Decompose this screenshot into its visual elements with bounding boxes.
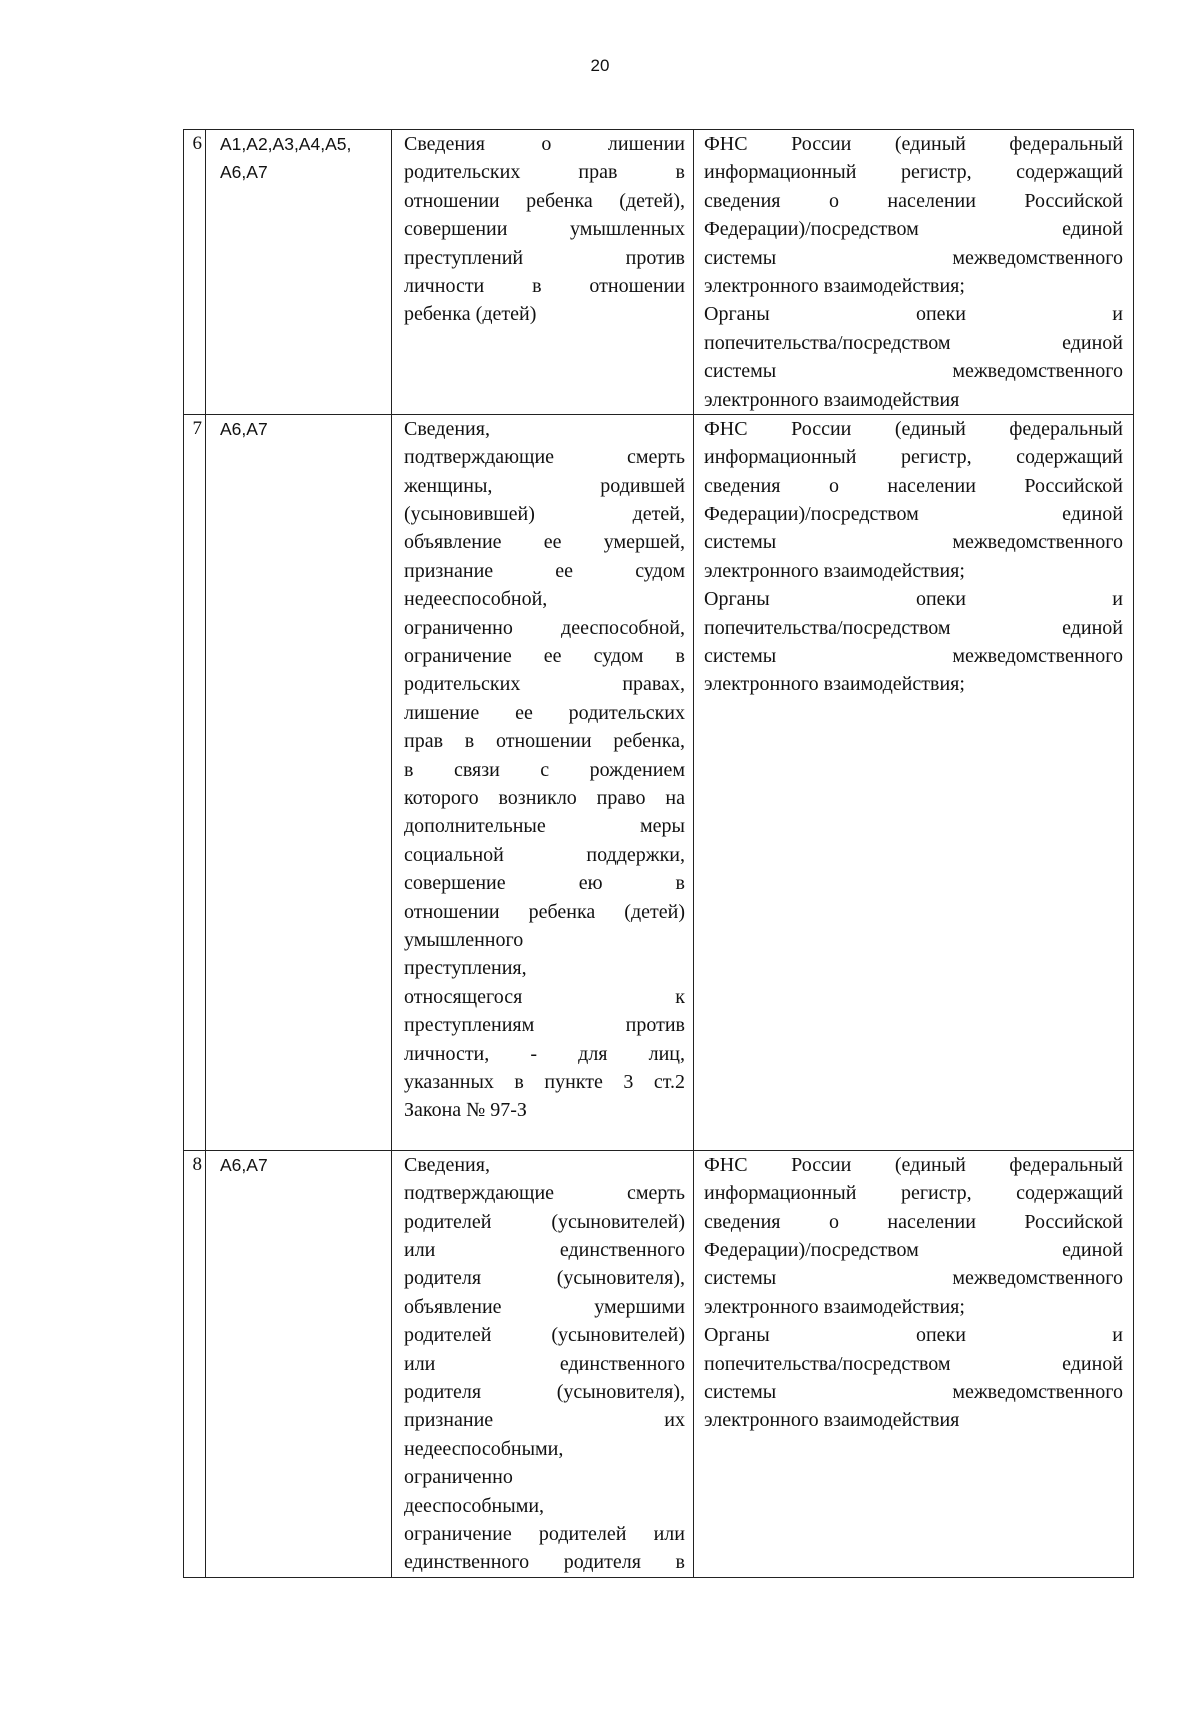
info-line: родителя (усыновителя), bbox=[404, 1381, 685, 1404]
info-line: ограничение ее судом в bbox=[404, 645, 685, 668]
source-line: сведения о населении Российской bbox=[704, 189, 1123, 212]
info-line: относящегося к bbox=[404, 985, 685, 1008]
source-line: электронного взаимодействия; bbox=[704, 559, 965, 582]
info-line: единственного родителя в bbox=[404, 1551, 685, 1574]
info-line: (усыновившей) детей, bbox=[404, 503, 685, 526]
info-line: объявление ее умершей, bbox=[404, 531, 685, 554]
info-line: личности в отношении bbox=[404, 274, 685, 297]
source-line: Федерации)/посредством единой bbox=[704, 1239, 1123, 1262]
source-line: электронного взаимодействия; bbox=[704, 673, 965, 696]
source-line: Органы опеки и bbox=[704, 1324, 1123, 1347]
category-codes-cell bbox=[206, 130, 392, 415]
info-line: ограниченно дееспособной, bbox=[404, 616, 685, 639]
info-line: отношении ребенка (детей), bbox=[404, 189, 685, 212]
source-line: попечительства/посредством единой bbox=[704, 616, 1123, 639]
source-line: системы межведомственного bbox=[704, 246, 1123, 269]
category-codes-cell bbox=[206, 414, 392, 1150]
source-line: ФНС России (единый федеральный bbox=[704, 133, 1123, 155]
info-line: лишение ее родительских bbox=[404, 701, 685, 724]
info-line: или единственного bbox=[404, 1239, 685, 1262]
table-body bbox=[184, 130, 1134, 1578]
category-codes-cell bbox=[206, 1150, 392, 1577]
page-number: 20 bbox=[590, 56, 610, 75]
source-line: Федерации)/посредством единой bbox=[704, 503, 1123, 526]
table-row bbox=[184, 1150, 1134, 1577]
info-line: женщины, родившей bbox=[404, 474, 685, 497]
source-line: системы межведомственного bbox=[704, 1381, 1123, 1404]
source-line: сведения о населении Российской bbox=[704, 1210, 1123, 1233]
info-line: умышленного bbox=[404, 928, 524, 951]
info-line: Сведения, bbox=[404, 1153, 490, 1176]
info-line: или единственного bbox=[404, 1352, 685, 1375]
info-line: совершение ею в bbox=[404, 872, 685, 895]
info-line: указанных в пункте 3 ст.2 bbox=[404, 1070, 685, 1093]
info-line: преступления, bbox=[404, 957, 527, 980]
info-line: подтверждающие смерть bbox=[404, 1182, 685, 1205]
info-line: признание ее судом bbox=[404, 559, 685, 582]
row-number: 8 bbox=[184, 1150, 206, 1577]
info-line: в связи с рождением bbox=[404, 758, 685, 781]
info-line: Сведения о лишении bbox=[404, 133, 685, 155]
info-line: которого возникло право на bbox=[404, 786, 685, 809]
source-line: информационный регистр, содержащий bbox=[704, 1182, 1123, 1205]
info-cell bbox=[392, 1150, 694, 1577]
info-line: недееспособными, bbox=[404, 1437, 564, 1460]
source-line: системы межведомственного bbox=[704, 531, 1123, 554]
category-codes-line: А6,А7 bbox=[220, 1154, 268, 1175]
table-row bbox=[184, 130, 1134, 415]
info-line: преступлениям против bbox=[404, 1014, 685, 1037]
source-line: попечительства/посредством единой bbox=[704, 331, 1123, 354]
info-line: родителей (усыновителей) bbox=[404, 1324, 685, 1347]
source-line: Федерации)/посредством единой bbox=[704, 218, 1123, 241]
info-line: подтверждающие смерть bbox=[404, 446, 685, 469]
row-number: 7 bbox=[184, 414, 206, 1150]
table-row bbox=[184, 414, 1134, 1150]
category-codes-line: А6,А7 bbox=[220, 162, 268, 182]
source-line: информационный регистр, содержащий bbox=[704, 161, 1123, 184]
info-line: признание их bbox=[404, 1409, 685, 1432]
src-cell bbox=[694, 414, 1134, 1150]
source-line: электронного взаимодействия; bbox=[704, 274, 965, 297]
category-codes-line: А1,А2,А3,А4,А5, bbox=[220, 134, 352, 154]
category-codes-line: А6,А7 bbox=[220, 418, 268, 439]
source-line: системы межведомственного bbox=[704, 1267, 1123, 1290]
info-cell bbox=[392, 130, 694, 415]
info-line: отношении ребенка (детей) bbox=[404, 900, 685, 923]
info-line: родителей (усыновителей) bbox=[404, 1210, 685, 1233]
info-line: преступлений против bbox=[404, 246, 685, 269]
info-line: Сведения, bbox=[404, 417, 490, 440]
info-line: ребенка (детей) bbox=[404, 303, 537, 326]
info-line: социальной поддержки, bbox=[404, 843, 685, 866]
info-line: совершении умышленных bbox=[404, 218, 685, 241]
source-line: электронного взаимодействия; bbox=[704, 1295, 965, 1318]
source-line: информационный регистр, содержащий bbox=[704, 446, 1123, 469]
source-line: ФНС России (единый федеральный bbox=[704, 1153, 1123, 1176]
source-line: системы межведомственного bbox=[704, 360, 1123, 383]
source-line: Органы опеки и bbox=[704, 588, 1123, 611]
info-line: ограничение родителей или bbox=[404, 1522, 685, 1545]
source-line: электронного взаимодействия bbox=[704, 388, 960, 411]
requirements-table bbox=[183, 129, 1134, 1578]
source-line: ФНС России (единый федеральный bbox=[704, 417, 1123, 440]
source-line: системы межведомственного bbox=[704, 645, 1123, 668]
info-line: недееспособной, bbox=[404, 588, 548, 611]
source-line: сведения о населении Российской bbox=[704, 474, 1123, 497]
src-cell bbox=[694, 1150, 1134, 1577]
info-line: ограниченно bbox=[404, 1466, 513, 1489]
info-cell bbox=[392, 414, 694, 1150]
info-line: родителя (усыновителя), bbox=[404, 1267, 685, 1290]
src-cell bbox=[694, 130, 1134, 415]
row-number: 6 bbox=[184, 130, 206, 415]
info-line: дееспособными, bbox=[404, 1494, 545, 1517]
info-line: прав в отношении ребенка, bbox=[404, 730, 685, 753]
source-line: попечительства/посредством единой bbox=[704, 1352, 1123, 1375]
info-line: дополнительные меры bbox=[404, 815, 685, 838]
info-line: родительских правах, bbox=[404, 673, 685, 696]
source-line: электронного взаимодействия bbox=[704, 1409, 960, 1432]
info-line: объявление умершими bbox=[404, 1295, 685, 1318]
info-line: личности, - для лиц, bbox=[404, 1042, 685, 1065]
info-line: Закона № 97-З bbox=[404, 1099, 527, 1122]
source-line: Органы опеки и bbox=[704, 303, 1123, 326]
info-line: родительских прав в bbox=[404, 161, 685, 184]
